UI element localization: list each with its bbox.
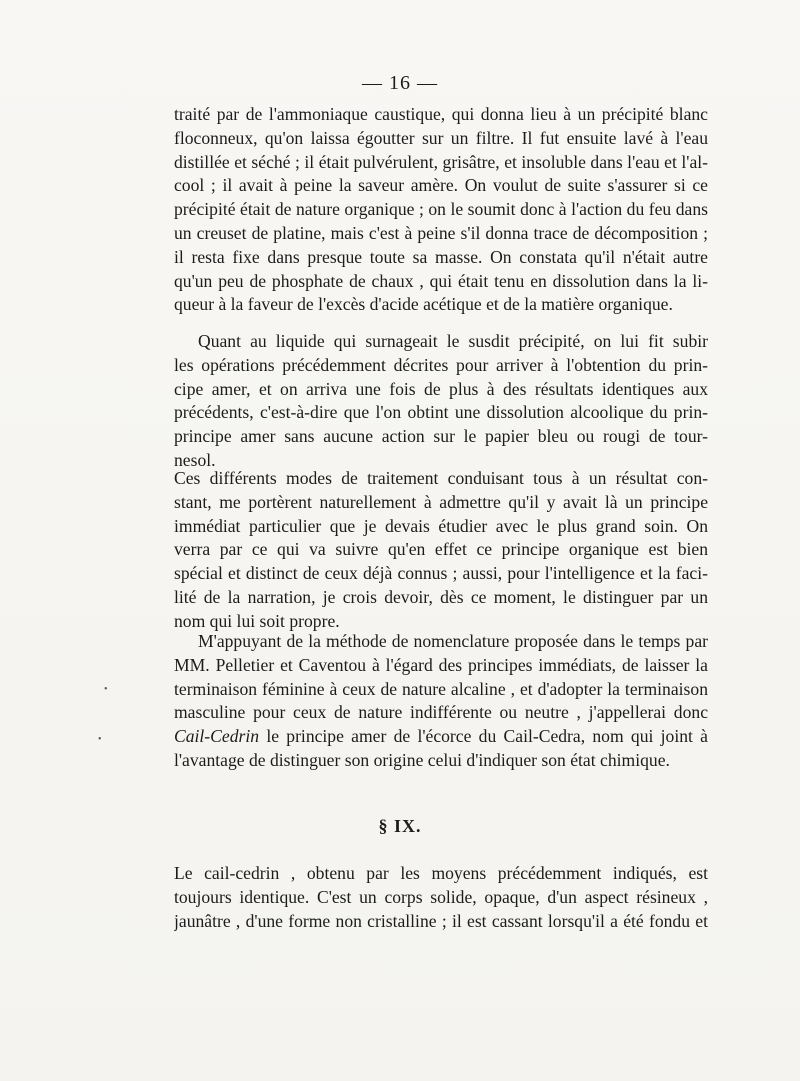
paragraph-2 [174, 330, 708, 473]
text-line: cool ; il avait à peine la saveur amère. On voulut de suite s'assurer si ce [174, 175, 708, 196]
text-line: il resta fixe dans presque toute sa masse. On constata qu'il n'était autre [174, 246, 708, 267]
paragraph-5 [174, 862, 708, 933]
text-line: stant, me portèrent naturellement à admettre qu'il y avait là un principe [174, 491, 708, 512]
text-line: verra par ce qui va suivre qu'en effet ce principe organique est bien [174, 539, 708, 560]
text-line: distillée et séché ; il était pulvérulent, grisâtre, et insoluble dans l'eau et l'al- [174, 151, 708, 172]
text-line: principe amer sans aucune action sur le papier bleu ou rougi de tour- [174, 426, 708, 447]
text-line: les opérations précédemment décrites pour arriver à l'obtention du prin- [174, 354, 708, 375]
margin-dot: • [98, 734, 102, 745]
italic-term: Cail-Cedrin [174, 726, 260, 747]
text-line: queur à la faveur de l'excès d'acide acétique et de la matière organique. [174, 294, 673, 315]
text-line: nesol. [174, 449, 216, 470]
text-line: Le cail-cedrin , obtenu par les moyens précédemment indiqués, est [174, 863, 708, 883]
text-line: un creuset de platine, mais c'est à peine s'il donna trace de décomposition ; [174, 222, 708, 243]
text-line: spécial et distinct de ceux déjà connus ; aussi, pour l'intelligence et la faci- [174, 563, 708, 584]
text-line [174, 725, 708, 749]
margin-dot: • [104, 684, 108, 695]
text-line: qu'un peu de phosphate de chaux , qui était tenu en dissolution dans la li- [174, 270, 708, 291]
text-line-rest: le principe amer de l'écorce du Cail-Cedra, nom qui joint à [266, 726, 708, 747]
text-line: M'appuyant de la méthode de nomenclature proposée dans le temps par [198, 631, 708, 651]
text-line: précipité était de nature organique ; on le soumit donc à l'action du feu dans [174, 199, 708, 220]
text-line: immédiat particulier que je devais étudier avec le plus grand soin. On [174, 515, 708, 536]
text-line: traité par de l'ammoniaque caustique, qui donna lieu à un précipité blanc [174, 104, 708, 124]
text-line: lité de la narration, je crois devoir, dès ce moment, le distinguer par un [174, 586, 708, 607]
text-line: masculine pour ceux de nature indifférente ou neutre , j'appellerai donc [174, 702, 708, 723]
text-line: terminaison féminine à ceux de nature alcaline , et d'adopter la terminaison [174, 678, 708, 699]
page-number: — 16 — [362, 72, 438, 94]
text-line: l'avantage de distinguer son origine celui d'indiquer son état chimique. [174, 749, 670, 770]
text-line: Ces différents modes de traitement conduisant tous à un résultat con- [174, 468, 708, 488]
section-heading: § IX. [378, 816, 422, 836]
text-line: cipe amer, et on arriva une fois de plus à des résultats identiques aux [174, 378, 708, 399]
text-line: floconneux, qu'on laissa égoutter sur un filtre. Il fut ensuite lavé à l'eau [174, 127, 708, 148]
paragraph-4 [174, 630, 708, 773]
paragraph-3 [174, 467, 708, 634]
text-line: MM. Pelletier et Caventou à l'égard des principes immédiats, de laisser la [174, 654, 708, 675]
text-line: toujours identique. C'est un corps solide, opaque, d'un aspect résineux , [174, 886, 708, 907]
text-line: nom qui lui soit propre. [174, 610, 340, 631]
text-line: Quant au liquide qui surnageait le susdit précipité, on lui fit subir [198, 331, 708, 351]
text-line: précédents, c'est-à-dire que l'on obtint une dissolution alcoolique du prin- [174, 402, 708, 423]
paragraph-1 [174, 103, 708, 317]
text-line: jaunâtre , d'une forme non cristalline ; il est cassant lorsqu'il a été fondu et [174, 910, 708, 931]
